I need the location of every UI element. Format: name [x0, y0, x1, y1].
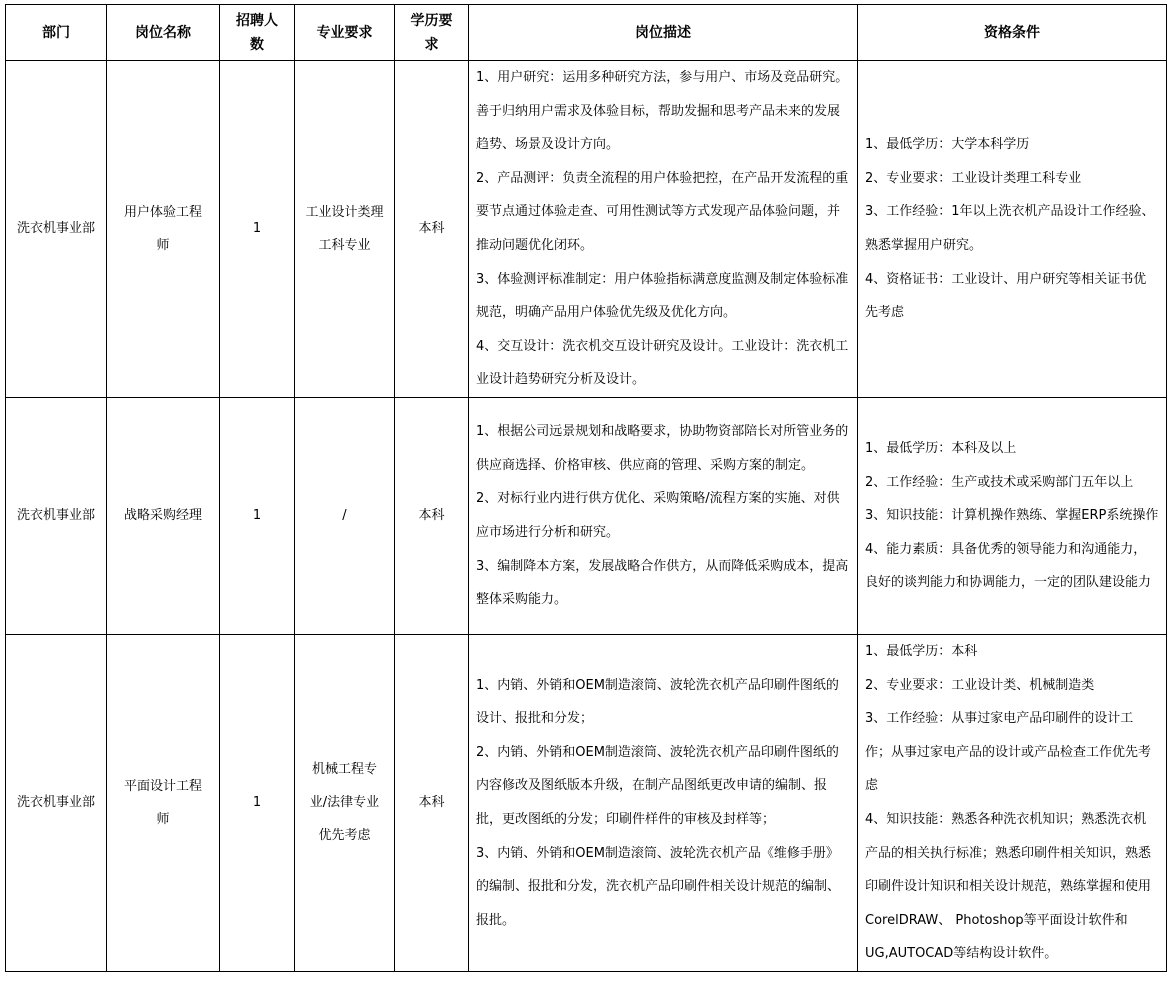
description-item: 3、体验测评标准制定：用户体验指标满意度监测及制定体验标准规范，明确产品用户体验优先级及优化方向。: [476, 271, 849, 321]
qualification-item: 2、专业要求：工业设计类理工科专业: [865, 170, 1082, 186]
cell-position: 用户体验工程师: [107, 61, 220, 398]
table-row: [6, 61, 1167, 398]
qualification-item: 4、资格证书：工业设计、用户研究等相关证书优先考虑: [865, 271, 1147, 321]
cell-description: [469, 397, 858, 634]
qualification-item: 3、工作经验：1年以上洗衣机产品设计工作经验、熟悉掌握用户研究。: [865, 204, 1155, 253]
description-item: 3、编制降本方案，发展战略合作供方，从而降低采购成本，提高整体采购能力。: [476, 558, 849, 608]
cell-description: [469, 61, 858, 398]
description-item: 4、交互设计：洗衣机交互设计研究及设计。工业设计：洗衣机工业设计趋势研究分析及设计。: [476, 338, 849, 388]
header-qualifications: 资格条件: [858, 5, 1167, 61]
cell-major: 工业设计类理工科专业: [295, 61, 395, 398]
cell-headcount: 1: [220, 397, 295, 634]
cell-department: 洗衣机事业部: [6, 61, 107, 398]
cell-major: /: [295, 397, 395, 634]
description-item: 2、对标行业内进行供方优化、采购策略/流程方案的实施、对供应市场进行分析和研究。: [476, 491, 840, 540]
cell-education: 本科: [395, 634, 469, 971]
description-item: 1、根据公司远景规划和战略要求，协助物资部陪长对所管业务的供应商选择、价格审核、供应商的管理、采购方案的制定。: [476, 424, 849, 473]
cell-headcount: 1: [220, 61, 295, 398]
cell-position: 战略采购经理: [107, 397, 220, 634]
qualification-item: 1、最低学历：大学本科学历: [865, 137, 1030, 153]
qualification-item: 2、专业要求：工业设计类、机械制造类: [865, 677, 1095, 693]
table-row: [6, 397, 1167, 634]
cell-department: 洗衣机事业部: [6, 397, 107, 634]
description-item: 1、用户研究：运用多种研究方法，参与用户、市场及竞品研究。善于归纳用户需求及体验目标，帮助发掘和思考产品未来的发展趋势、场景及设计方向。: [476, 70, 849, 153]
description-item: 1、内销、外销和OEM制造滚筒、波轮洗衣机产品印刷件图纸的设计、报批和分发；: [476, 677, 839, 727]
qualification-item: 4、知识技能：熟悉各种洗衣机知识；熟悉洗衣机产品的相关执行标准；熟悉印刷件相关知识，熟悉印刷件设计知识和相关设计规范，熟练掌握和使用CorelDRAW、 Photoshop等平面设计软件和UG,AUTOCAD等结构设计软件。: [865, 811, 1152, 962]
cell-qualifications: [858, 397, 1167, 634]
cell-education: 本科: [395, 397, 469, 634]
header-department: 部门: [6, 5, 107, 61]
qualification-item: 2、工作经验：生产或技术或采购部门五年以上: [865, 474, 1134, 490]
header-education: 学历要求: [395, 5, 469, 61]
table-row: [6, 634, 1167, 971]
cell-description: [469, 634, 858, 971]
qualification-item: 1、最低学历：本科及以上: [865, 440, 1017, 456]
qualification-item: 4、能力素质：具备优秀的领导能力和沟通能力，良好的谈判能力和协调能力，一定的团队建设能力: [865, 541, 1152, 591]
qualification-item: 3、工作经验：从事过家电产品印刷件的设计工作；从事过家电产品的设计或产品检查工作优先考虑: [865, 711, 1152, 794]
description-item: 2、内销、外销和OEM制造滚筒、波轮洗衣机产品印刷件图纸的内容修改及图纸版本升级，在制产品图纸更改申请的编制、报批，更改图纸的分发；印刷件样件的审核及封样等；: [476, 744, 839, 827]
cell-major: 机械工程专业/法律专业优先考虑: [295, 634, 395, 971]
header-row: [6, 5, 1167, 61]
description-item: 2、产品测评：负责全流程的用户体验把控，在产品开发流程的重要节点通过体验走查、可用性测试等方式发现产品体验问题，并推动问题优化闭环。: [476, 170, 849, 253]
qualification-item: 3、知识技能：计算机操作熟练、掌握ERP系统操作: [865, 508, 1159, 524]
qualification-item: 1、最低学历：本科: [865, 643, 978, 659]
cell-position: 平面设计工程师: [107, 634, 220, 971]
cell-education: 本科: [395, 61, 469, 398]
header-description: 岗位描述: [469, 5, 858, 61]
cell-department: 洗衣机事业部: [6, 634, 107, 971]
header-position: 岗位名称: [107, 5, 220, 61]
header-major: 专业要求: [295, 5, 395, 61]
cell-qualifications: [858, 634, 1167, 971]
recruitment-table: [5, 4, 1167, 972]
cell-headcount: 1: [220, 634, 295, 971]
cell-qualifications: [858, 61, 1167, 398]
header-headcount: 招聘人数: [220, 5, 295, 61]
description-item: 3、内销、外销和OEM制造滚筒、波轮洗衣机产品《维修手册》的编制、报批和分发，洗衣机产品印刷件相关设计规范的编制、报批。: [476, 845, 841, 928]
